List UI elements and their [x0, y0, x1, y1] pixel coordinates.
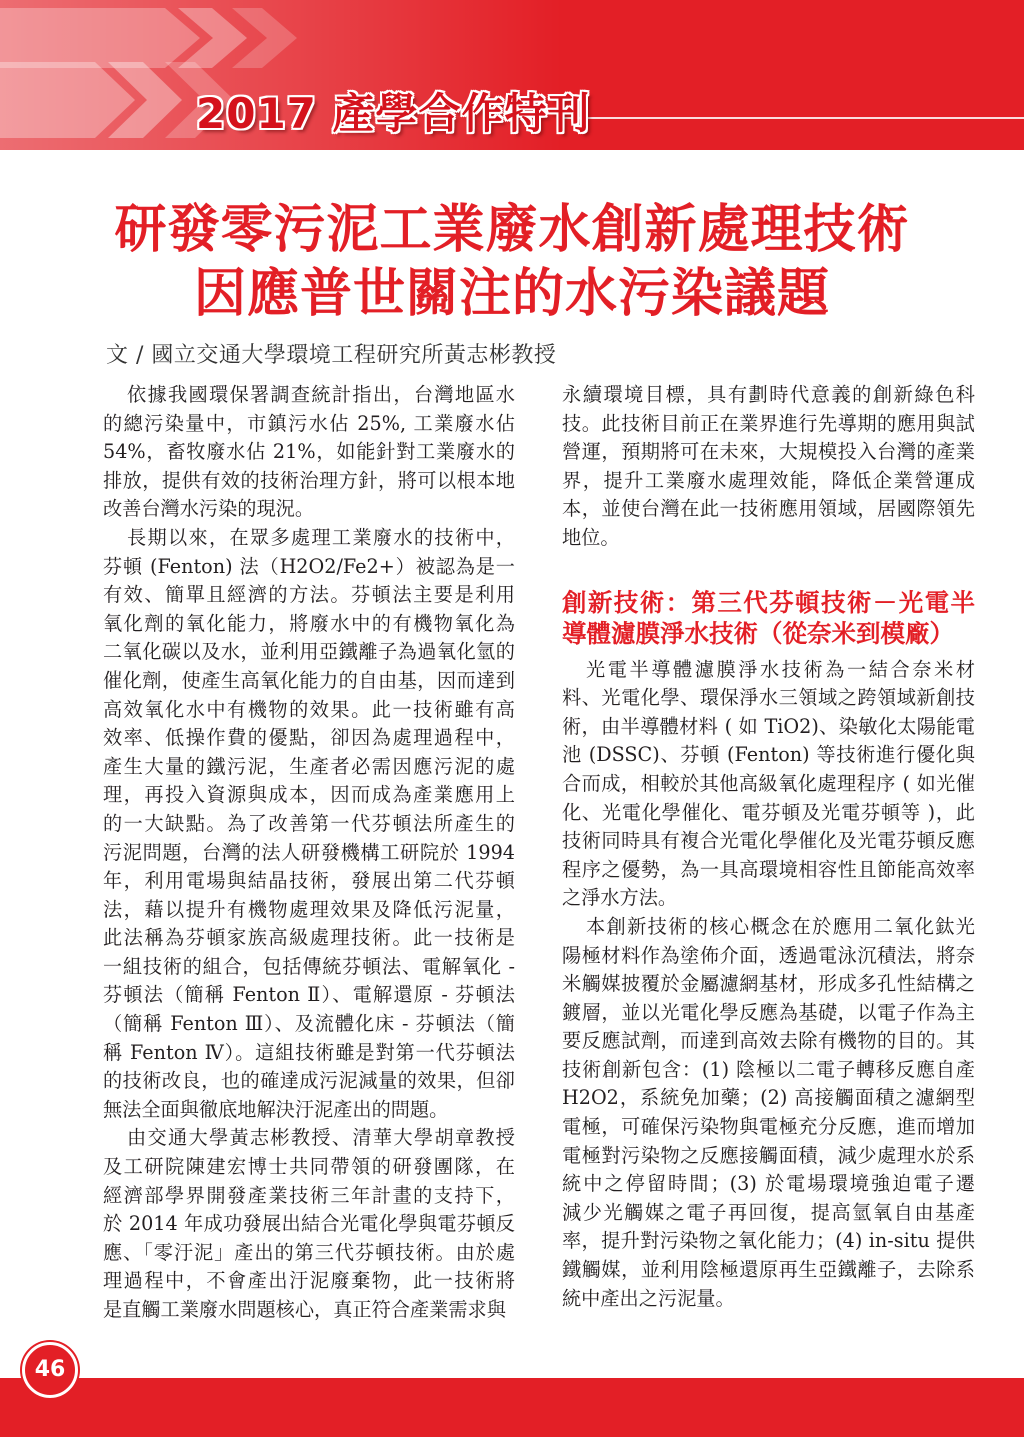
left-column	[103, 381, 515, 1325]
section-heading	[562, 587, 975, 649]
text-line: 此法稱為芬頓家族高級處理技術。此一技術是	[103, 926, 515, 950]
text-line: 污泥問題，台灣的法人研發機構工研院於 1994	[103, 840, 515, 864]
text-line: 長期以來，在眾多處理工業廢水的技術中，	[127, 525, 515, 549]
text-line: （簡稱 Fenton Ⅲ）、及流體化床 - 芬頓法（簡	[103, 1012, 515, 1036]
issue-title: 2017 產學合作特刊	[196, 89, 591, 138]
text-line: 芬頓法（簡稱 Fenton Ⅱ）、電解還原 - 芬頓法	[103, 983, 515, 1007]
byline: 文 / 國立交通大學環境工程研究所黃志彬教授	[106, 343, 557, 368]
header-rule	[560, 117, 1024, 119]
text-line: 技術同時具有複合光電化學催化及光電芬頓反應	[562, 829, 975, 853]
text-line: 高效氧化水中有機物的效果。此一技術雖有高	[103, 697, 515, 721]
text-line: 是直觸工業廢水問題核心，真正符合產業需求與	[103, 1298, 506, 1321]
text-line: 理過程中，不會產出汙泥廢棄物，此一技術將	[103, 1269, 515, 1293]
right-column	[562, 381, 975, 1313]
text-line: 催化劑，使產生高氧化能力的自由基，因而達到	[103, 668, 515, 692]
text-line: 本，並使台灣在此一技術應用領域，居國際領先	[562, 497, 975, 521]
arrow-decoration	[0, 8, 200, 68]
footer-band	[0, 1378, 1024, 1437]
text-line: 54%，畜牧廢水佔 21%，如能針對工業廢水的	[103, 440, 515, 464]
text-line: 陽極材料作為塗佈介面，透過電泳沉積法，將奈	[562, 943, 975, 967]
text-line: 鐵觸媒，並利用陰極還原再生亞鐵離子，去除系	[562, 1258, 975, 1282]
text-line: 應、「零汙泥」產出的第三代芬頓技術。由於處	[103, 1240, 515, 1264]
text-line: 率，提升對污染物之氧化能力；(4) in-situ 提供	[562, 1229, 975, 1253]
text-line: 電極對污染物之反應接觸面積，減少處理水於系	[562, 1143, 975, 1167]
text-line: 稱 Fenton Ⅳ）。這組技術雖是對第一代芬頓法	[103, 1040, 515, 1064]
text-line: 經濟部學界開發產業技術三年計畫的支持下，	[103, 1183, 515, 1207]
text-line: 統中之停留時間；(3) 於電場環境強迫電子遷	[562, 1172, 975, 1196]
title-line: 研發零污泥工業廢水創新處理技術	[114, 200, 910, 260]
paragraph	[562, 381, 975, 553]
text-line: 二氧化碳以及水，並利用亞鐵離子為過氧化氫的	[103, 640, 515, 664]
text-line: 依據我國環保署調查統計指出，台灣地區水	[127, 383, 515, 406]
text-line: 技。此技術目前正在業界進行先導期的應用與試	[562, 411, 975, 435]
text-line: 池 (DSSC)、芬頓 (Fenton) 等技術進行優化與	[562, 743, 975, 767]
text-line: 米觸媒披覆於金屬濾網基材，形成多孔性結構之	[562, 972, 975, 996]
article-title	[0, 198, 1024, 326]
text-line: 技術創新包含：(1) 陰極以二電子轉移反應自產	[562, 1057, 975, 1081]
text-line: 永續環境目標，具有劃時代意義的創新綠色科	[562, 383, 975, 406]
text-line: 無法全面與徹底地解決汙泥產出的問題。	[103, 1097, 449, 1121]
text-line: 年，利用電場與結晶技術，發展出第二代芬頓	[103, 869, 515, 893]
text-line: 及工研院陳建宏博士共同帶領的研發團隊，在	[103, 1155, 515, 1179]
text-line: 由交通大學黃志彬教授、清華大學胡章教授	[127, 1126, 515, 1150]
text-line: 有效、簡單且經濟的方法。芬頓法主要是利用	[103, 583, 515, 607]
text-line: 鍍層，並以光電化學反應為基礎，以電子作為主	[562, 1000, 975, 1024]
text-line: 合而成，相較於其他高級氧化處理程序 ( 如光催	[562, 771, 975, 795]
text-line: 的總污染量中，市鎮污水佔 25%, 工業廢水佔	[103, 411, 515, 435]
text-line: 程序之優勢，為一具高環境相容性且節能高效率	[562, 857, 975, 881]
text-line: 要反應試劑，而達到高效去除有機物的目的。其	[562, 1029, 975, 1053]
heading-line: 導體濾膜淨水技術（從奈米到模廠）	[562, 618, 954, 648]
text-line: 一組技術的組合，包括傳統芬頓法、電解氧化 -	[103, 954, 515, 978]
text-line: H2O2，系統免加藥；(2) 高接觸面積之濾網型	[562, 1086, 975, 1110]
title-line: 因應普世關注的水污染議題	[193, 264, 830, 324]
text-line: 效率、低操作費的優點，卻因為處理過程中，	[103, 726, 515, 750]
text-line: 術，由半導體材料 ( 如 TiO2)、染敏化太陽能電	[562, 714, 975, 738]
text-line: 的一大缺點。為了改善第一代芬頓法所產生的	[103, 811, 515, 835]
text-line: 統中產出之污泥量。	[562, 1286, 735, 1310]
text-line: 芬頓 (Fenton) 法（H2O2/Fe2+）被認為是一	[103, 554, 515, 578]
text-line: 理，再投入資源與成本，因而成為產業應用上	[103, 783, 515, 807]
text-line: 改善台灣水污染的現況。	[103, 497, 315, 521]
text-line: 法，藉以提升有機物處理效果及降低污泥量，	[103, 897, 515, 921]
heading-line: 創新技術：第三代芬頓技術－光電半	[562, 587, 975, 617]
text-line: 氧化劑的氧化能力，將廢水中的有機物氧化為	[103, 611, 515, 635]
text-line: 料、光電化學、環保淨水三領域之跨領域新創技	[562, 686, 975, 710]
text-line: 的技術改良，也的確達成污泥減量的效果，但卻	[103, 1069, 515, 1093]
text-line: 化、光電化學催化、電芬頓及光電芬頓等 )，此	[562, 800, 975, 824]
page-number-badge: 46	[22, 1342, 78, 1398]
paragraph	[562, 656, 975, 913]
text-line: 於 2014 年成功發展出結合光電化學與電芬頓反	[103, 1212, 515, 1236]
text-line: 產生大量的鐵污泥，生產者必需因應污泥的處	[103, 754, 515, 778]
text-line: 減少光觸媒之電子再回復，提高氫氧自由基產	[562, 1200, 975, 1224]
paragraph	[103, 524, 515, 1124]
paragraph	[562, 913, 975, 1313]
paragraph	[103, 381, 515, 524]
text-line: 地位。	[562, 525, 620, 549]
text-line: 電極，可確保污染物與電極充分反應，進而增加	[562, 1115, 975, 1139]
paragraph	[103, 1124, 515, 1324]
text-line: 排放，提供有效的技術治理方針，將可以根本地	[103, 468, 515, 492]
text-line: 光電半導體濾膜淨水技術為一結合奈米材	[586, 657, 975, 681]
text-line: 營運，預期將可在未來，大規模投入台灣的產業	[562, 440, 975, 464]
text-line: 本創新技術的核心概念在於應用二氧化鈦光	[586, 914, 975, 938]
text-line: 界，提升工業廢水處理效能，降低企業營運成	[562, 468, 975, 492]
text-line: 之淨水方法。	[562, 886, 678, 910]
